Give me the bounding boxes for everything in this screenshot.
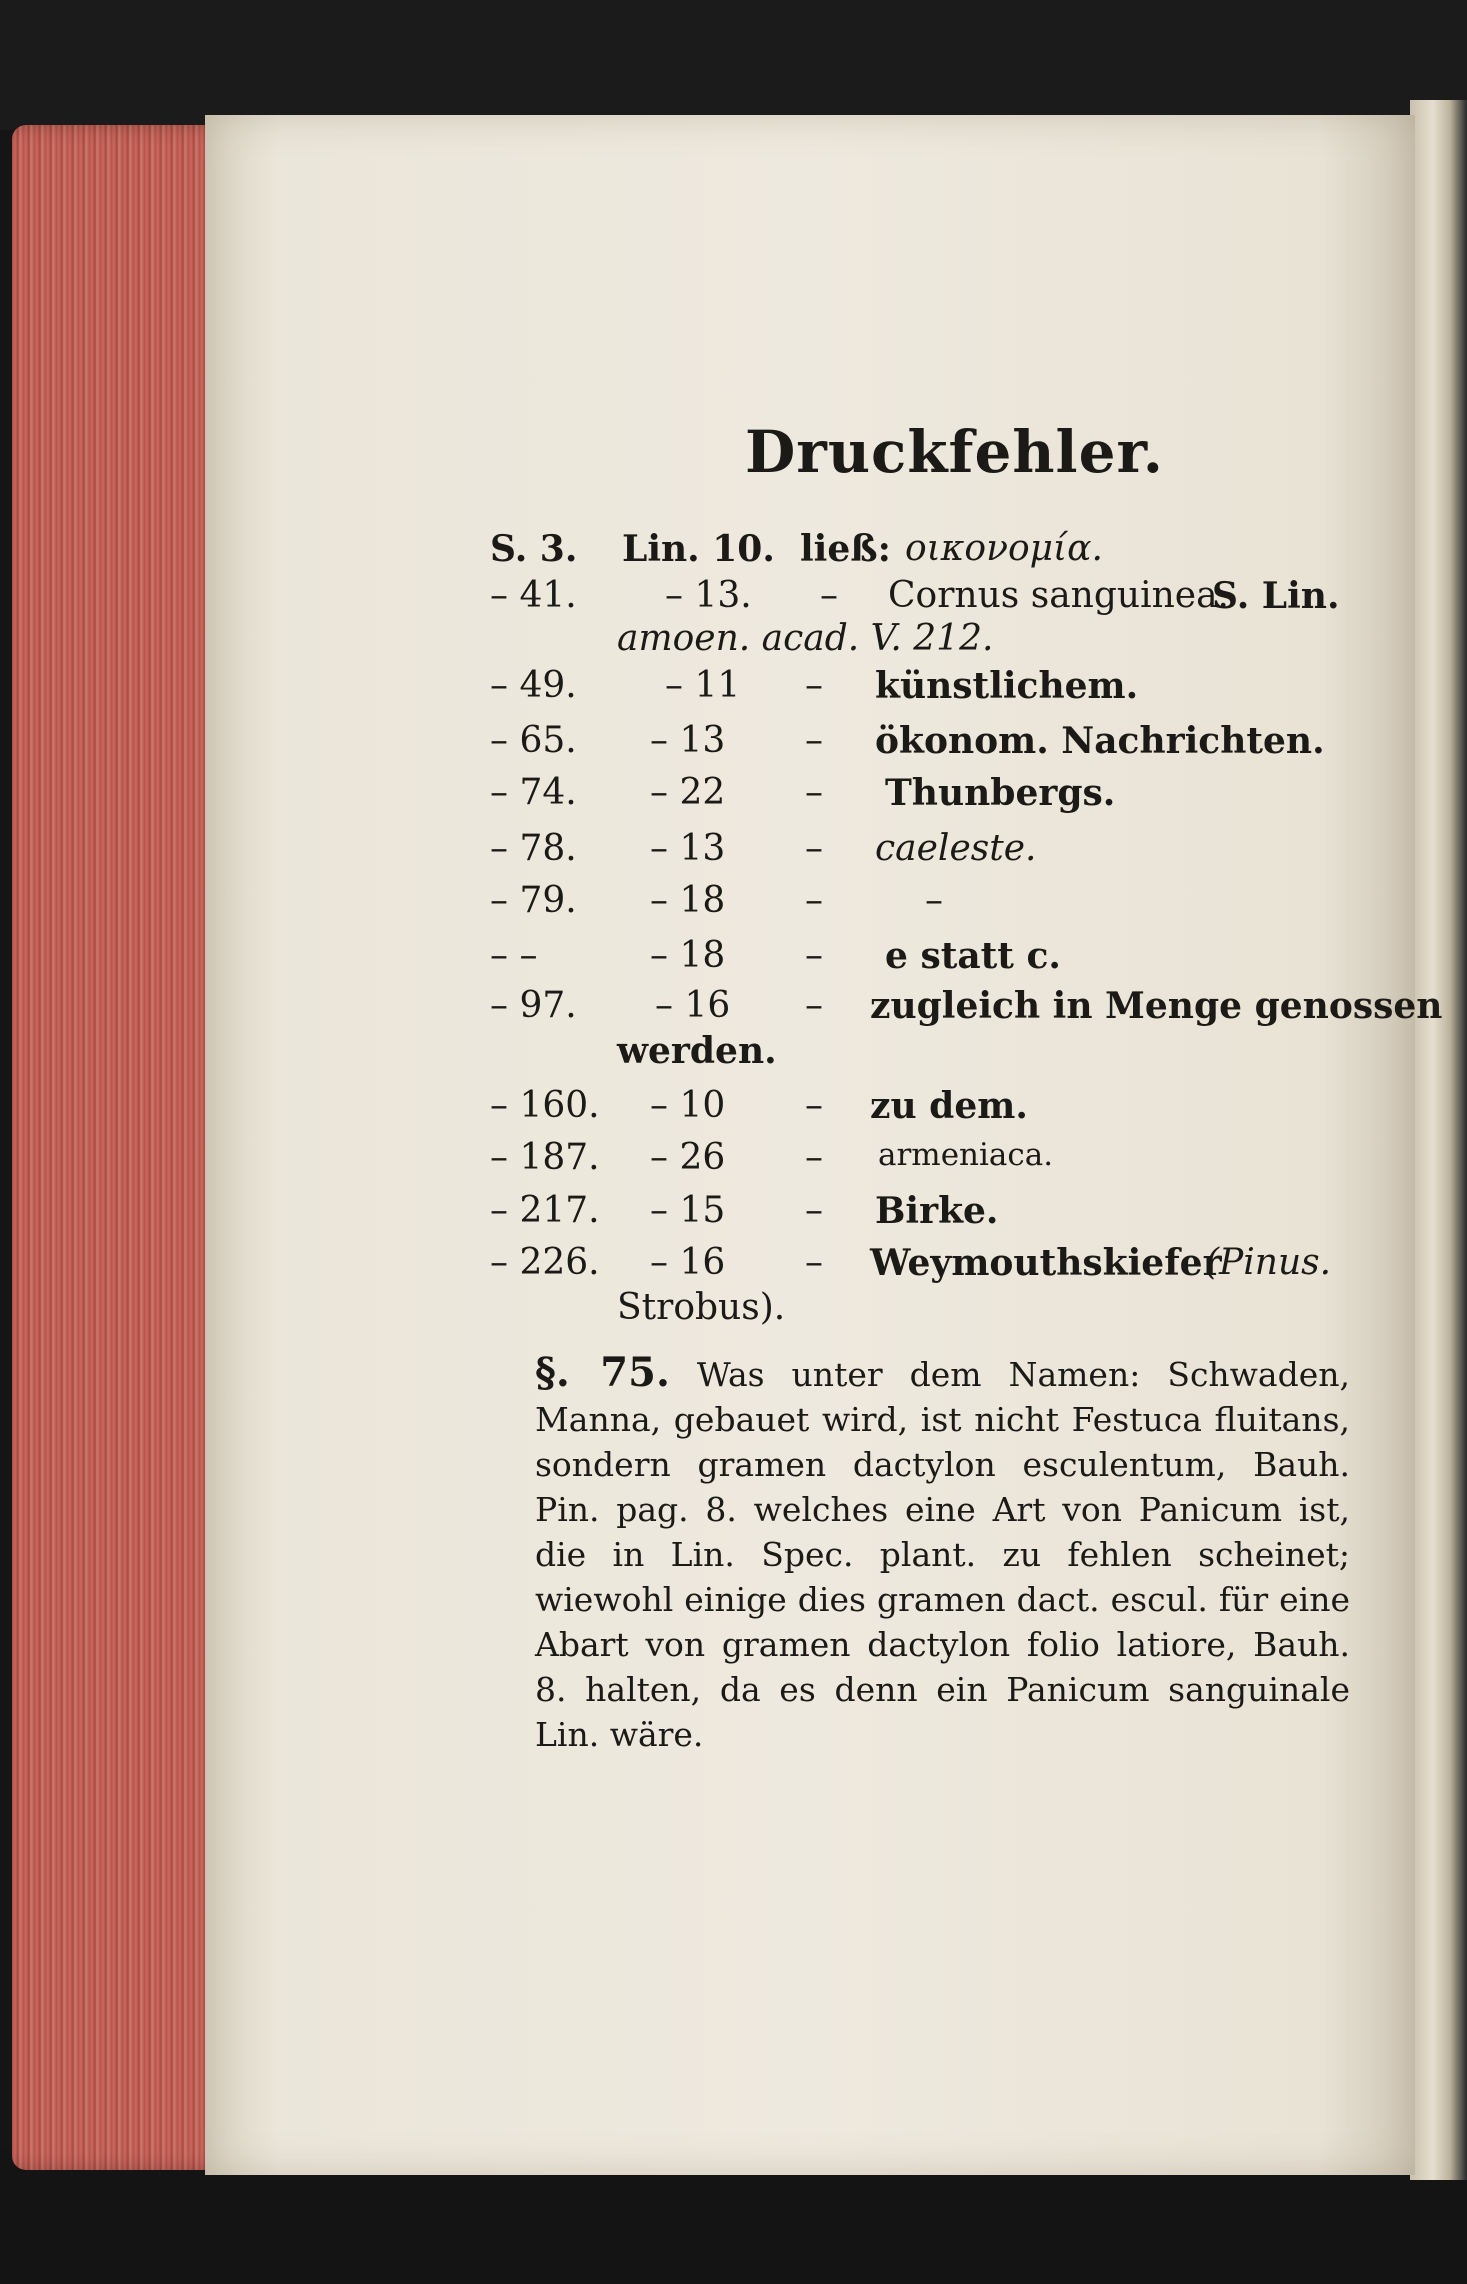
errata-row bbox=[0, 985, 1467, 1035]
errata-text: Thunbergs. bbox=[885, 772, 1116, 814]
errata-row bbox=[0, 665, 1467, 715]
errata-page: – 97. bbox=[490, 985, 577, 1026]
errata-page: – 65. bbox=[490, 720, 577, 761]
errata-row bbox=[0, 1137, 1467, 1187]
errata-line: – 11 bbox=[665, 665, 741, 706]
errata-row bbox=[0, 1190, 1467, 1240]
errata-text: οικονομία. bbox=[905, 528, 1103, 569]
errata-text: caeleste. bbox=[875, 828, 1037, 869]
errata-line: – 18 bbox=[650, 935, 726, 976]
errata-page: – 74. bbox=[490, 772, 577, 813]
errata-line: – 16 bbox=[655, 985, 731, 1026]
errata-line: – 13 bbox=[650, 828, 726, 869]
errata-page: – 226. bbox=[490, 1242, 600, 1283]
errata-row bbox=[0, 1085, 1467, 1135]
errata-line: – 13. bbox=[665, 575, 752, 616]
errata-page: – 49. bbox=[490, 665, 577, 706]
paragraph-text: Was unter dem Namen: Schwaden, Manna, gebauet wird, ist nicht Festuca fluitans, sondern gramen dactylon esculentum, Bauh. Pin. pag. 8. welches eine Art von Panicum ist, die in Lin. Spec. plant. zu fehlen scheinet; wiewohl einige dies gramen dact. escul. für eine Abart von gramen dactylon folio latiore, Bauh. 8. halten, da es denn ein Panicum sanguinale Lin. wäre. bbox=[535, 1355, 1350, 1754]
errata-dash: – bbox=[805, 880, 823, 921]
errata-text: armeniaca. bbox=[878, 1137, 1054, 1173]
errata-row bbox=[0, 772, 1467, 822]
errata-row bbox=[0, 720, 1467, 770]
errata-page: – 187. bbox=[490, 1137, 600, 1178]
errata-line: – 26 bbox=[650, 1137, 726, 1178]
errata-dash: – bbox=[805, 1242, 823, 1283]
errata-dash: – bbox=[805, 720, 823, 761]
errata-line: Lin. 10. bbox=[622, 528, 775, 570]
errata-dash: – bbox=[805, 1190, 823, 1231]
errata-row bbox=[0, 528, 1467, 578]
errata-extra: (Pinus. bbox=[1205, 1242, 1332, 1283]
errata-page: – 160. bbox=[490, 1085, 600, 1126]
errata-line: – 16 bbox=[650, 1242, 726, 1283]
errata-text: zugleich in Menge genossen bbox=[870, 985, 1443, 1027]
errata-line: – 22 bbox=[650, 772, 726, 813]
errata-continuation: werden. bbox=[617, 1030, 777, 1072]
errata-dash: – bbox=[820, 575, 838, 616]
errata-text: zu dem. bbox=[870, 1085, 1028, 1127]
errata-dash: – bbox=[805, 1137, 823, 1178]
errata-page: – 78. bbox=[490, 828, 577, 869]
errata-row bbox=[0, 828, 1467, 878]
errata-row bbox=[0, 880, 1467, 930]
section-number: §. 75. bbox=[535, 1349, 670, 1396]
errata-dash: – bbox=[805, 1085, 823, 1126]
errata-text: e statt c. bbox=[885, 935, 1061, 977]
errata-text: künstlichem. bbox=[875, 665, 1139, 707]
errata-line: – 18 bbox=[650, 880, 726, 921]
errata-page: – 79. bbox=[490, 880, 577, 921]
errata-dash: – bbox=[805, 828, 823, 869]
errata-row bbox=[0, 935, 1467, 985]
errata-dash: ließ: bbox=[800, 528, 891, 570]
errata-dash: – bbox=[805, 985, 823, 1026]
errata-dash: – bbox=[805, 935, 823, 976]
page-title: Druckfehler. bbox=[745, 418, 1164, 486]
errata-dash: – bbox=[805, 772, 823, 813]
errata-text: Cornus sanguinea. bbox=[888, 575, 1229, 616]
errata-continuation: amoen. acad. V. 212. bbox=[617, 618, 994, 659]
errata-row bbox=[0, 1242, 1467, 1292]
errata-line: – 15 bbox=[650, 1190, 726, 1231]
errata-line: – 13 bbox=[650, 720, 726, 761]
errata-page: – – bbox=[490, 935, 538, 976]
background-top bbox=[0, 0, 1467, 130]
footnote-paragraph bbox=[535, 1350, 1350, 1757]
errata-continuation: Strobus). bbox=[617, 1287, 786, 1328]
errata-extra: S. Lin. bbox=[1212, 575, 1340, 617]
errata-line: – 10 bbox=[650, 1085, 726, 1126]
errata-text: Weymouthskiefer bbox=[870, 1242, 1222, 1284]
errata-page: – 41. bbox=[490, 575, 577, 616]
errata-dash: – bbox=[805, 665, 823, 706]
errata-text: – bbox=[925, 880, 943, 921]
errata-page: – 217. bbox=[490, 1190, 600, 1231]
errata-page: S. 3. bbox=[490, 528, 578, 570]
errata-text: ökonom. Nachrichten. bbox=[875, 720, 1325, 762]
errata-text: Birke. bbox=[875, 1190, 999, 1232]
